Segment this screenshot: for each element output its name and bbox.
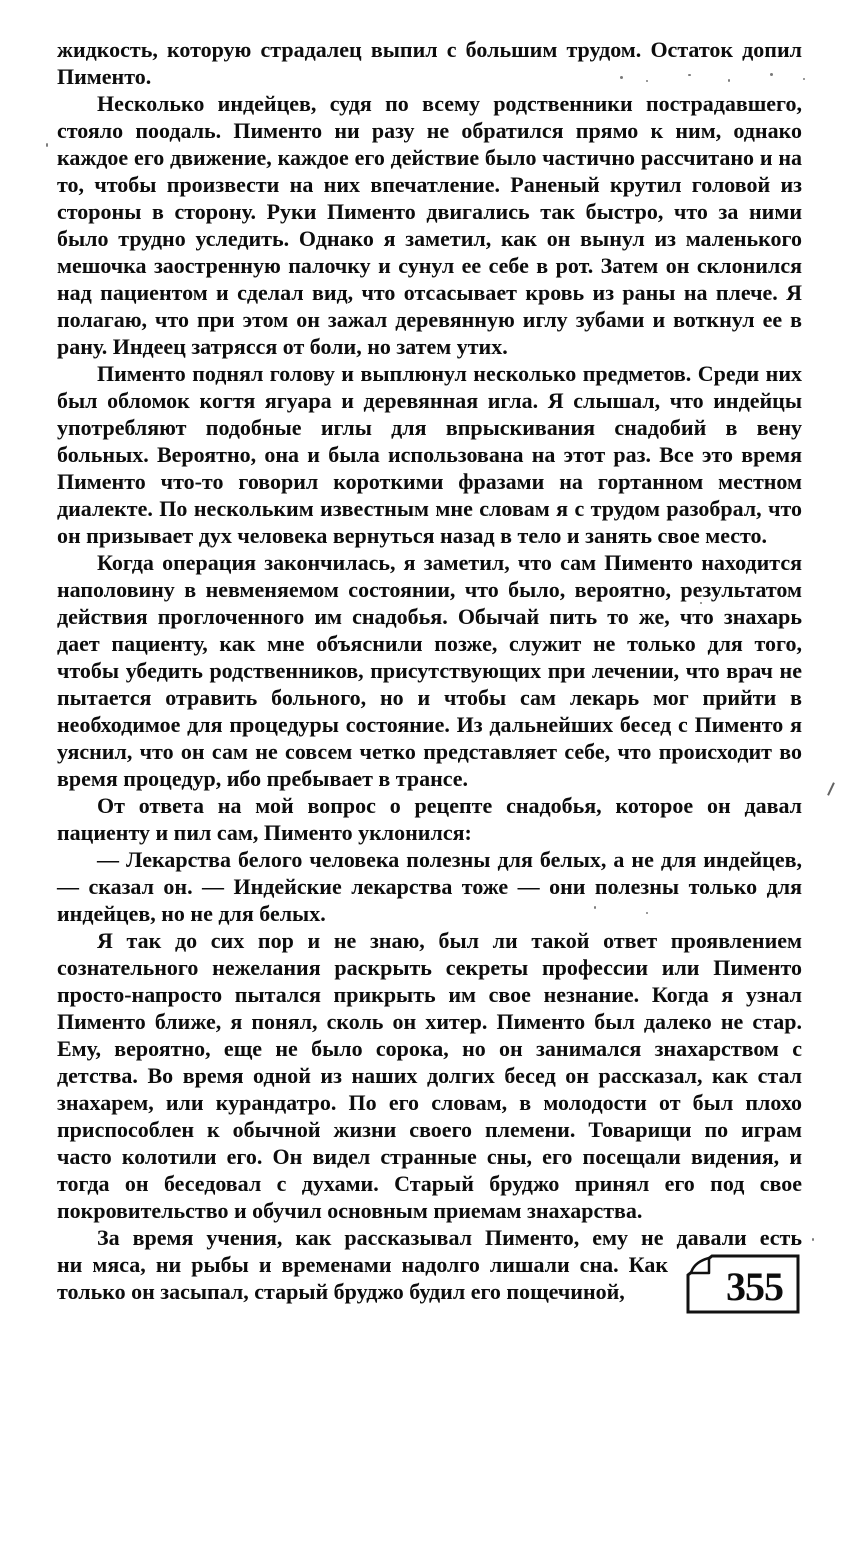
paragraph-last-first-line: За время учения, как рассказывал Пименто, ему не давали есть: [97, 1225, 802, 1250]
scan-speck: [770, 73, 773, 76]
paragraph: Я так до сих пор и не знаю, был ли такой ответ проявлением сознательного нежелания раскрыть секреты профессии или Пименто просто-напросто пытался прикрыть им свое незнание. Когда я узнал Пименто ближе, я понял, сколь он хитер. Пименто был далеко не стар. Ему, вероятно, еще не было сорока, но он занимался знахарством с детства. Во время одной из наших долгих бесед он рассказал, как стал знахарем, или курандатро. По его словам, в молодости от был плохо приспособлен к обычной жизни своего племени. Товарищи по играм часто колотили его. Он видел странные сны, его посещали видения, и тогда он беседовал с духами. Старый бруджо принял его под свое покровительство и обучил основным приемам знахарства.: [57, 928, 802, 1223]
scan-speck: [620, 76, 623, 79]
scan-speck: [46, 143, 48, 147]
page-number: 355: [726, 1264, 783, 1309]
scan-speck: [646, 912, 648, 914]
scan-speck: [728, 79, 730, 82]
paragraph: От ответа на мой вопрос о рецепте снадобья, которое он давал пациенту и пил сам, Пименто уклонился:: [57, 793, 802, 845]
paragraph-last-lines: [57, 1251, 802, 1309]
scan-speck: [812, 1238, 814, 1241]
scan-speck: [688, 74, 691, 76]
paragraph: Когда операция закончилась, я заметил, что сам Пименто находится наполовину в невменяемом состоянии, что было, вероятно, результатом действия проглоченного им снадобья. Обычай пить то же, что знахарь дает пациенту, как мне объяснили позже, служит не только для того, чтобы убедить родственников, присутствующих при лечении, что врач не пытается отравить больного, но и чтобы сам лекарь мог прийти в необходимое для процедуры состояние. Из дальнейших бесед с Пименто я уяснил, что он сам не совсем четко представляет себе, что происходит во время процедур, ибо пребывает в трансе.: [57, 550, 802, 791]
page-text-block: [57, 36, 802, 1319]
paragraph-dialogue: — Лекарства белого человека полезны для белых, а не для индейцев, — сказал он. — Индейские лекарства тоже — они полезны только для индейцев, но не для белых.: [57, 847, 802, 926]
paragraph: Несколько индейцев, судя по всему родственники пострадавшего, стояло поодаль. Пименто ни разу не обратился прямо к ним, однако каждое его движение, каждое его действие было частично рассчитано и на то, чтобы произвести на них впечатление. Раненый крутил головой из стороны в сторону. Руки Пименто двигались так быстро, что за ними было трудно уследить. Однако я заметил, как он вынул из маленького мешочка заостренную палочку и сунул ее себе в рот. Затем он склонился над пациентом и сделал вид, что отсасывает кровь из раны на плече. Я полагаю, что при этом он зажал деревянную иглу зубами и воткнул ее в рану. Индеец затрясся от боли, но затем утих.: [57, 91, 802, 359]
scan-speck: [646, 80, 648, 82]
paragraph-last-text: ни мяса, ни рыбы и временами надолго лишали сна. Как только он засыпал, старый бруджо будил его пощечиной,: [57, 1252, 668, 1304]
scan-speck: [594, 906, 596, 909]
scan-slash-mark: [827, 782, 835, 796]
paragraph-continued: жидкость, которую страдалец выпил с большим трудом. Остаток допил Пименто.: [57, 37, 802, 89]
paragraph: Пименто поднял голову и выплюнул несколько предметов. Среди них был обломок когтя ягуара и деревянная игла. Я слышал, что индейцы употребляют подобные иглы для впрыскивания снадобий в вену больных. Вероятно, она и была использована на этот раз. Все это время Пименто что-то говорил короткими фразами на гортанном местном диалекте. По нескольким известным мне словам я с трудом разобрал, что он призывает дух человека вернуться назад в тело и занять свое место.: [57, 361, 802, 548]
page-number-box: [684, 1253, 802, 1315]
scan-speck: [700, 602, 702, 604]
folded-page-corner-icon: [684, 1253, 802, 1315]
scan-speck: [803, 78, 805, 80]
